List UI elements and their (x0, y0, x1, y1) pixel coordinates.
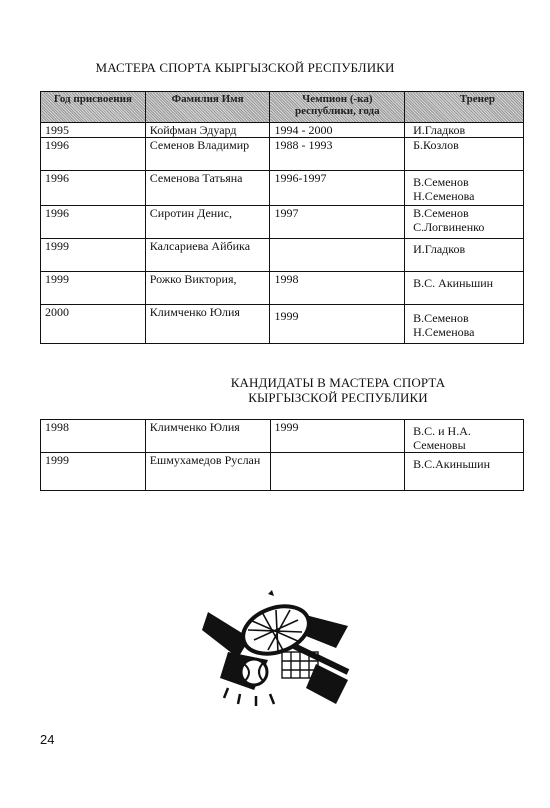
cell-year: 1996 (41, 138, 146, 171)
cell-year: 1999 (41, 453, 146, 491)
cell-name: Сиротин Денис, (145, 206, 270, 239)
masters-table (40, 91, 524, 344)
cell-coach: И.Гладков (405, 239, 524, 272)
table-row (41, 453, 524, 491)
cell-champion: 1999 (270, 305, 405, 344)
tennis-racket-icon (198, 590, 358, 710)
cell-champion (270, 453, 405, 491)
header-year: Год присвоения (41, 92, 146, 123)
cell-coach: В.С.Акиньшин (405, 453, 524, 491)
cell-name: Климченко Юлия (145, 420, 270, 453)
cell-champion: 1996-1997 (270, 171, 405, 206)
cell-coach: В.С. Акиньшин (405, 272, 524, 305)
cell-name: Семенова Татьяна (145, 171, 270, 206)
cell-name: Ешмухамедов Руслан (145, 453, 270, 491)
cell-year: 1996 (41, 171, 146, 206)
cell-year: 1999 (41, 239, 146, 272)
cell-champion (270, 239, 405, 272)
cell-year: 1999 (41, 272, 146, 305)
cell-coach: Б.Козлов (405, 138, 524, 171)
cell-year: 1995 (41, 123, 146, 138)
table-row (41, 171, 524, 206)
cell-year: 1998 (41, 420, 146, 453)
table-row (41, 206, 524, 239)
table-row (41, 305, 524, 344)
cell-champion: 1994 - 2000 (270, 123, 405, 138)
header-coach: Тренер (405, 92, 524, 123)
cell-coach: В.Семенов С.Логвиненко (405, 206, 524, 239)
masters-title: МАСТЕРА СПОРТА КЫРГЫЗСКОЙ РЕСПУБЛИКИ (95, 60, 395, 75)
cell-champion: 1997 (270, 206, 405, 239)
header-name: Фамилия Имя (145, 92, 270, 123)
cell-year: 1996 (41, 206, 146, 239)
table-header-row (41, 92, 524, 123)
cell-champion: 1999 (270, 420, 405, 453)
cell-coach: И.Гладков (405, 123, 524, 138)
page-number: 24 (40, 732, 55, 747)
cell-coach: В.С. и Н.А. Семеновы (405, 420, 524, 453)
header-champion: Чемпион (-ка) республики, года (270, 92, 405, 123)
cell-name: Рожко Виктория, (145, 272, 270, 305)
table-row (41, 138, 524, 171)
cell-year: 2000 (41, 305, 146, 344)
cell-name: Калсариева Айбика (145, 239, 270, 272)
table-row (41, 420, 524, 453)
cell-coach: В.Семенов Н.Семенова (405, 305, 524, 344)
table-row (41, 239, 524, 272)
table-row (41, 123, 524, 138)
table-row (41, 272, 524, 305)
candidates-table (40, 419, 524, 491)
cell-coach: В.Семенов Н.Семенова (405, 171, 524, 206)
cell-champion: 1998 (270, 272, 405, 305)
candidates-title: КАНДИДАТЫ В МАСТЕРА СПОРТА КЫРГЫЗСКОЙ РЕСПУБЛИКИ (230, 375, 446, 405)
cell-name: Койфман Эдуард (145, 123, 270, 138)
cell-name: Семенов Владимир (145, 138, 270, 171)
cell-name: Климченко Юлия (145, 305, 270, 344)
cell-champion: 1988 - 1993 (270, 138, 405, 171)
